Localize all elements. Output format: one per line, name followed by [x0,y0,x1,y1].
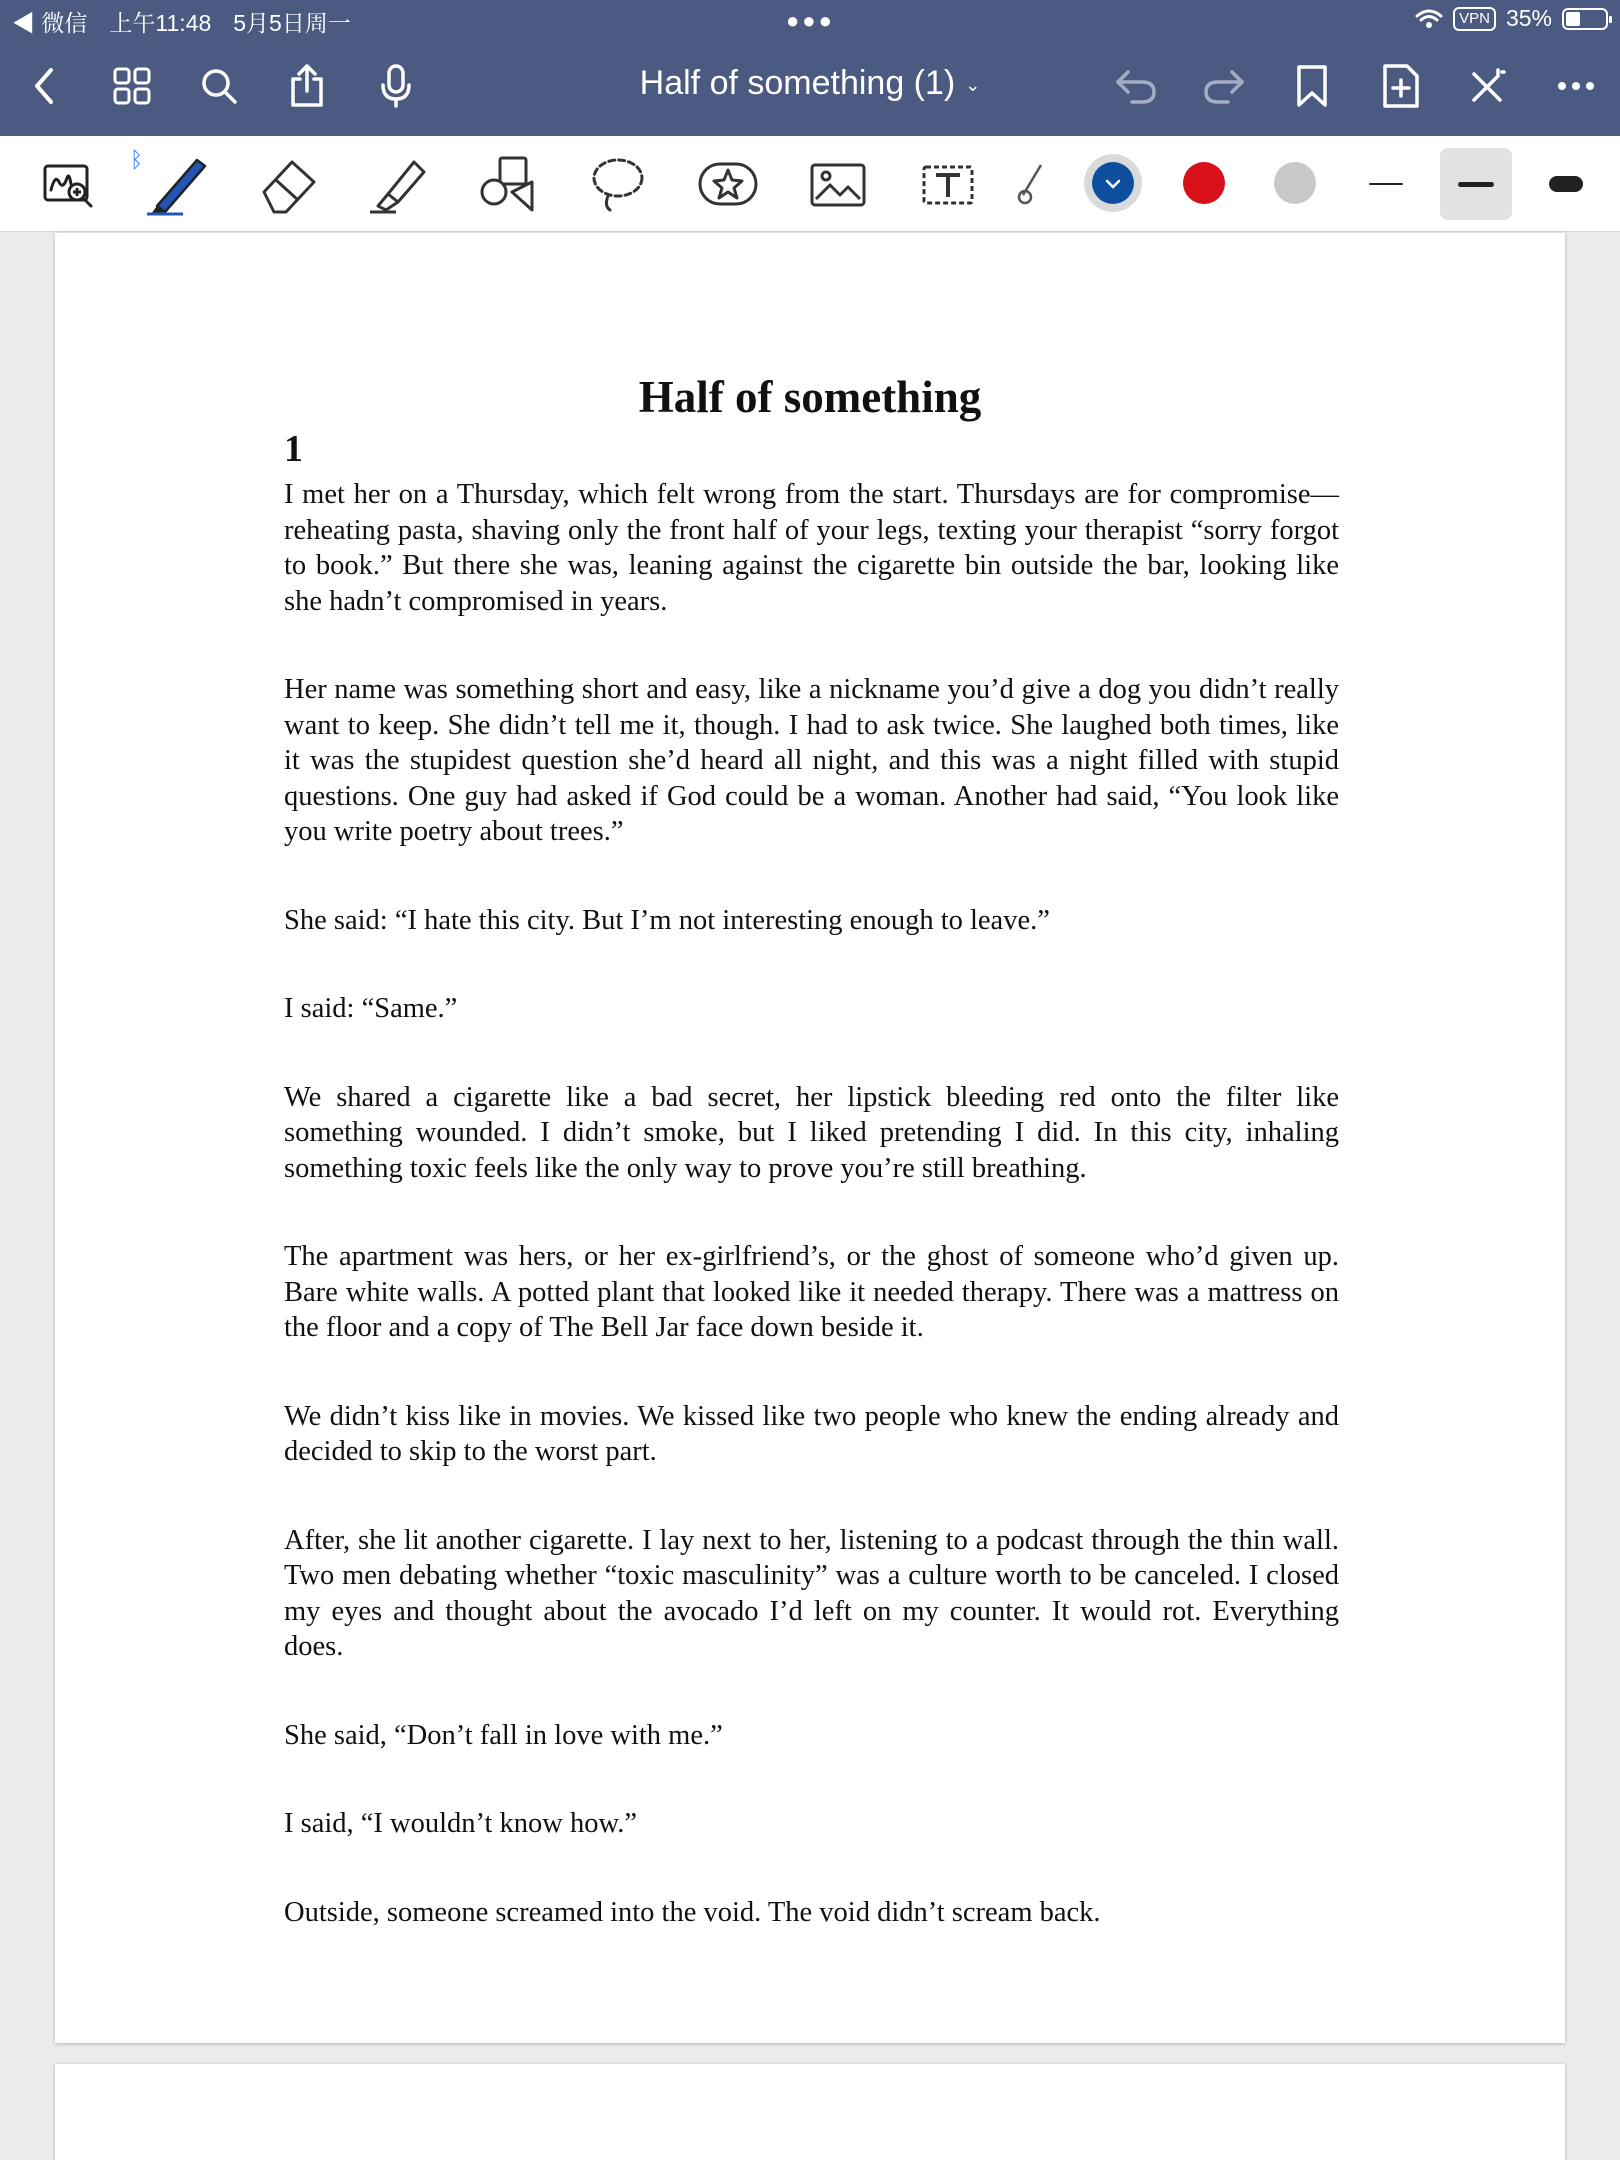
paragraph: Her name was something short and easy, like a nickname you’d give a dog you didn’t really want to keep. She didn’t tell me it, though. I had to ask twice. She laughed both times, like it was the stupidest question she’d heard all night, and this was a night filled with stupid questions. One guy had asked if God could be a woman. Another had said, “You look like you write poetry about trees.” [284,674,1339,847]
status-date: 5月5日周一 [233,10,351,36]
battery-percent: 35% [1505,5,1552,31]
search-icon[interactable] [191,58,247,114]
pen-icon[interactable] [138,150,218,218]
grid-icon[interactable] [104,58,160,114]
eraser-icon[interactable] [248,150,328,218]
redo-icon[interactable] [1196,58,1252,114]
paragraph: I said, “I wouldn’t know how.” [284,1808,638,1839]
status-bar [0,0,1620,40]
color-swatch-blue[interactable] [1092,162,1134,204]
paragraph: After, she lit another cigarette. I lay next to her, listening to a podcast through the thin wall. Two men debating whether “toxic masculinity” was a culture worth to be canceled. I closed my eyes and thought about the avocado I’d left on my counter. It would rot. Everything does. [284,1524,1339,1662]
image-icon[interactable] [798,150,878,218]
document-title: Half of something (1) [639,64,956,102]
bookmark-icon[interactable] [1284,58,1340,114]
status-time: 上午11:48 [109,10,212,36]
highlighter-icon[interactable] [358,150,438,218]
laser-pointer-icon[interactable] [1010,150,1050,218]
paragraph: She said: “I hate this city. But I’m not interesting enough to leave.” [284,904,1050,936]
battery-icon [1562,8,1608,30]
stroke-width-thin[interactable] [1350,148,1422,220]
wifi-icon [1415,8,1443,30]
zoom-writing-icon[interactable] [28,150,108,218]
top-navigation-bar [0,0,1620,136]
paragraph: I said: “Same.” [284,993,458,1024]
bluetooth-icon: ᛒ [130,148,144,173]
stroke-width-thick[interactable] [1530,148,1602,220]
share-icon[interactable] [279,58,335,114]
paragraph: She said, “Don’t fall in love with me.” [284,1719,723,1751]
color-swatch-gray[interactable] [1274,162,1316,204]
page-title: Half of something [638,372,982,422]
multitasking-dots-icon[interactable]: ●●● [786,8,835,33]
next-document-page[interactable] [55,2064,1565,2160]
paragraph: Outside, someone screamed into the void. The void didn’t scream back. [284,1896,1101,1928]
document-canvas[interactable] [0,233,1620,2160]
paragraph: We didn’t kiss like in movies. We kissed like two people who knew the ending already and decided to skip to the worst part. [284,1400,1339,1467]
mic-icon[interactable] [368,58,424,114]
document-page[interactable] [55,233,1565,2043]
close-tools-icon[interactable] [1460,58,1516,114]
stroke-width-medium[interactable] [1440,148,1512,220]
back-icon[interactable] [16,58,72,114]
body-text [284,477,1339,1983]
color-swatch-red[interactable] [1183,162,1225,204]
shapes-icon[interactable] [468,150,548,218]
vpn-badge: VPN [1453,7,1496,31]
document-title-menu[interactable] [600,64,1020,103]
text-box-icon[interactable] [908,150,988,218]
paragraph: We shared a cigarette like a bad secret, her lipstick bleeding red onto the filter like something wounded. I didn’t smoke, but I liked pretending I did. In this city, inhaling something toxic feels like the only way to prove you’re still breathing. [284,1081,1339,1184]
undo-icon[interactable] [1108,58,1164,114]
paragraph: I met her on a Thursday, which felt wrong from the start. Thursdays are for compromise—reheating pasta, shaving only the front half of your legs, texting your therapist “sorry forgot to book.” But there she was, leaning against the cigarette bin outside the bar, looking like she hadn’t compromised in years. [284,479,1339,617]
paragraph: The apartment was hers, or her ex-girlfriend’s, or the ghost of someone who’d given up. Bare white walls. A potted plant that looked like it needed therapy. There was a mattress on the floor and a copy of The Bell Jar face down beside it. [284,1241,1339,1343]
sticker-icon[interactable] [688,150,768,218]
back-to-app-link[interactable]: ◀ 微信 [12,10,88,36]
lasso-icon[interactable] [578,150,658,218]
more-icon[interactable] [1548,58,1604,114]
chevron-down-icon: ⌄ [965,74,981,95]
add-page-icon[interactable] [1373,58,1429,114]
chapter-number: 1 [284,428,303,470]
drawing-toolbar [0,136,1620,232]
